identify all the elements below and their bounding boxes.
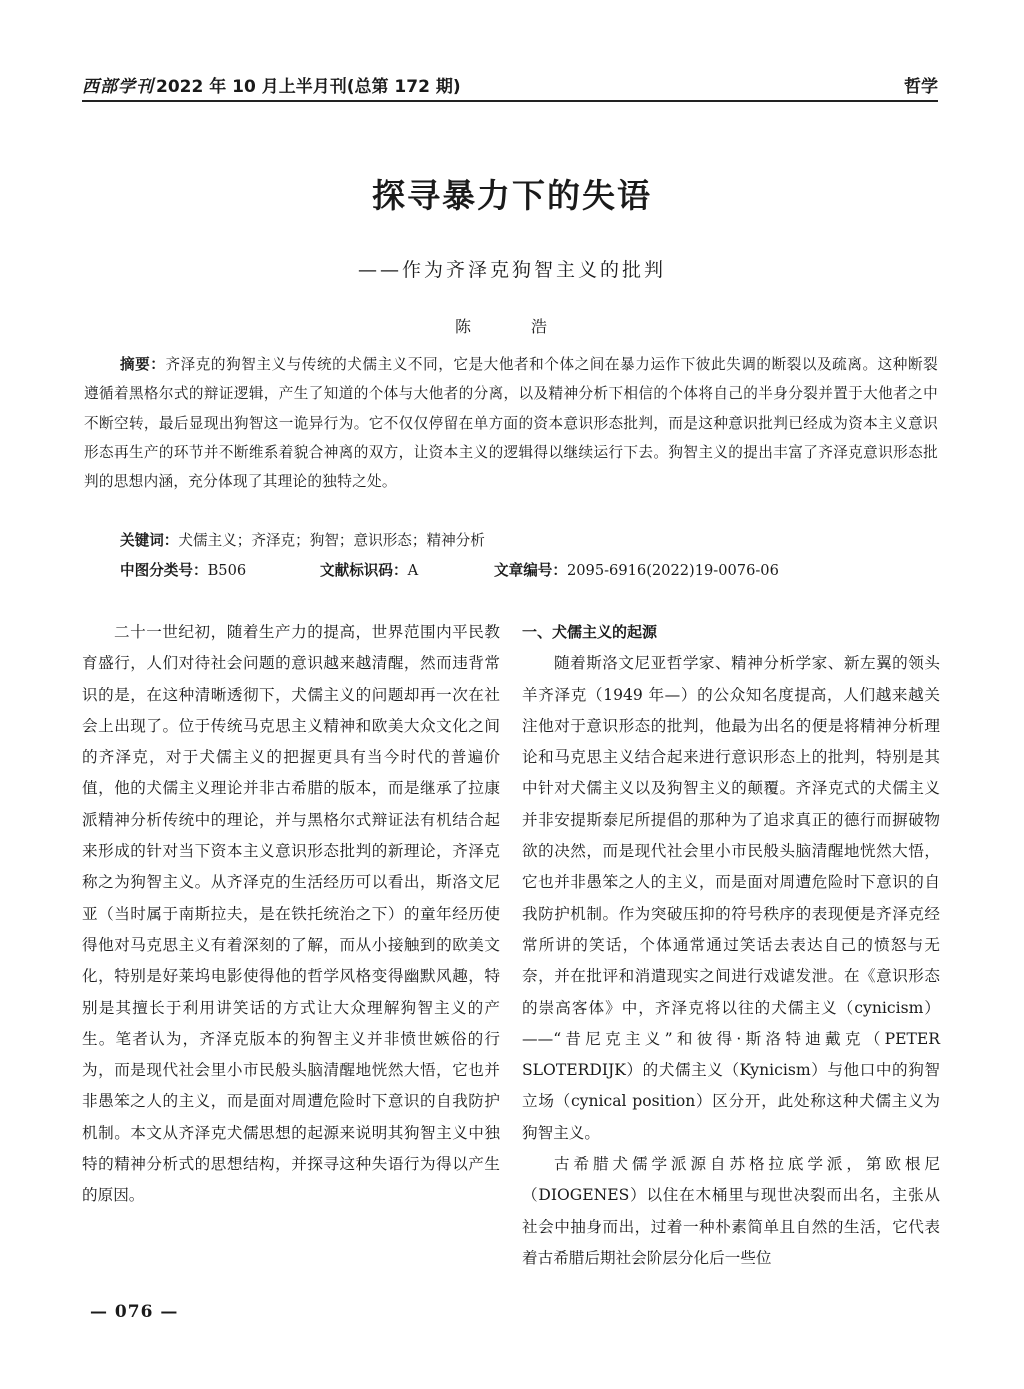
abstract-label: 摘要：: [120, 356, 166, 373]
page-number: — 076 —: [90, 1302, 179, 1322]
doc-code-value: A: [407, 562, 419, 579]
abstract: [84, 350, 938, 496]
article-number: [494, 558, 779, 584]
article-title: 探寻暴力下的失语: [372, 176, 652, 215]
journal-issue: [82, 72, 461, 97]
keywords-label: 关键词：: [120, 532, 179, 549]
running-header: [82, 70, 938, 102]
doc-code-label: 文献标识码：: [320, 562, 408, 579]
issue-info: 2022 年 10 月上半月刊(总第 172 期): [156, 77, 461, 97]
article-number-label: 文章编号：: [494, 562, 567, 579]
document-code: [320, 558, 494, 584]
journal-logo: 西部学刊: [82, 77, 154, 97]
section1-paragraph-2: 古希腊犬儒学派源自苏格拉底学派，第欧根尼（DIOGENES）以住在木桶里与现世决裂而出名，主张从社会中抽身而出，过着一种朴素简单且自然的生活，它代表着古希腊后期社会阶层分化后一些位: [522, 1155, 940, 1267]
classification-line: [120, 558, 938, 584]
article-number-value: 2095-6916(2022)19-0076-06: [566, 562, 779, 579]
article-subtitle: ——作为齐泽克狗智主义的批判: [357, 259, 666, 281]
abstract-text: 齐泽克的狗智主义与传统的犬儒主义不同，它是大他者和个体之间在暴力运作下彼此失调的断裂以及疏离。这种断裂遵循着黑格尔式的辩证逻辑，产生了知道的个体与大他者的分离，以及精神分析下相信的个体将自己的半身分裂并置于大他者之中不断空转，最后显现出狗智这一诡异行为。它不仅仅停留在单方面的资本意识形态批判，而是这种意识批判已经成为资本主义意识形态再生产的环节并不断维系着貌合神离的双方，让资本主义的逻辑得以继续运行下去。狗智主义的提出丰富了齐泽克意识形态批判的思想内涵，充分体现了其理论的独特之处。: [84, 356, 938, 491]
clc-number: [120, 558, 320, 584]
keywords-text: 犬儒主义；齐泽克；狗智；意识形态；精神分析: [178, 532, 485, 549]
section-name: 哲学: [904, 77, 938, 97]
clc-label: 中图分类号：: [120, 562, 208, 579]
body-column-right: [522, 617, 940, 1274]
clc-value: B506: [207, 562, 247, 579]
article-author: 陈 浩: [454, 317, 569, 336]
section1-paragraph-1: 随着斯洛文尼亚哲学家、精神分析学家、新左翼的领头羊齐泽克（1949 年—）的公众知名度提高，人们越来越关注他对于意识形态的批判，他最为出名的便是将精神分析理论和马克思主义结合起来进行意识形态上的批判，特别是其中针对犬儒主义以及狗智主义的颠覆。齐泽克式的犬儒主义并非安提斯泰尼所提倡的那种为了追求真正的德行而摒破物欲的决然，而是现代社会里小市民般头脑清醒地恍然大悟，它也并非愚笨之人的主义，而是面对周遭危险时下意识的自我防护机制。作为突破压抑的符号秩序的表现便是齐泽克经常所讲的笑话，个体通常通过笑话去表达自己的愤怒与无奈，并在批评和消遣现实之间进行戏谑发泄。在《意识形态的崇高客体》中，齐泽克将以往的犬儒主义（cynicism）——“昔尼克主义”和彼得·斯洛特迪戴克（PETER SLOTERDIJK）的犬儒主义（Kynicism）与他口中的狗智立场（cynical position）区分开，此处称这种犬儒主义为狗智主义。: [522, 654, 940, 1142]
body-column-left: [82, 617, 500, 1212]
intro-paragraph: 二十一世纪初，随着生产力的提高，世界范围内平民教育盛行，人们对待社会问题的意识越来越清醒，然而违背常识的是，在这种清晰透彻下，犬儒主义的问题却再一次在社会上出现了。位于传统马克思主义精神和欧美大众文化之间的齐泽克，对于犬儒主义的把握更具有当今时代的普遍价值，他的犬儒主义理论并非古希腊的版本，而是继承了拉康派精神分析传统中的理论，并与黑格尔式辩证法有机结合起来形成的针对当下资本主义意识形态批判的新理论，齐泽克称之为狗智主义。从齐泽克的生活经历可以看出，斯洛文尼亚（当时属于南斯拉夫，是在铁托统治之下）的童年经历使得他对马克思主义有着深刻的了解，而从小接触到的欧美文化，特别是好莱坞电影使得他的哲学风格变得幽默风趣，特别是其擅长于利用讲笑话的方式让大众理解狗智主义的产生。笔者认为，齐泽克版本的狗智主义并非愤世嫉俗的行为，而是现代社会里小市民般头脑清醒地恍然大悟，它也并非愚笨之人的主义，而是面对周遭危险时下意识的自我防护机制。本文从齐泽克犬儒思想的起源来说明其狗智主义中独特的精神分析式的思想结构，并探寻这种失语行为得以产生的原因。: [82, 623, 500, 1205]
section-heading: 一、犬儒主义的起源: [522, 623, 658, 641]
keywords: [120, 528, 938, 554]
